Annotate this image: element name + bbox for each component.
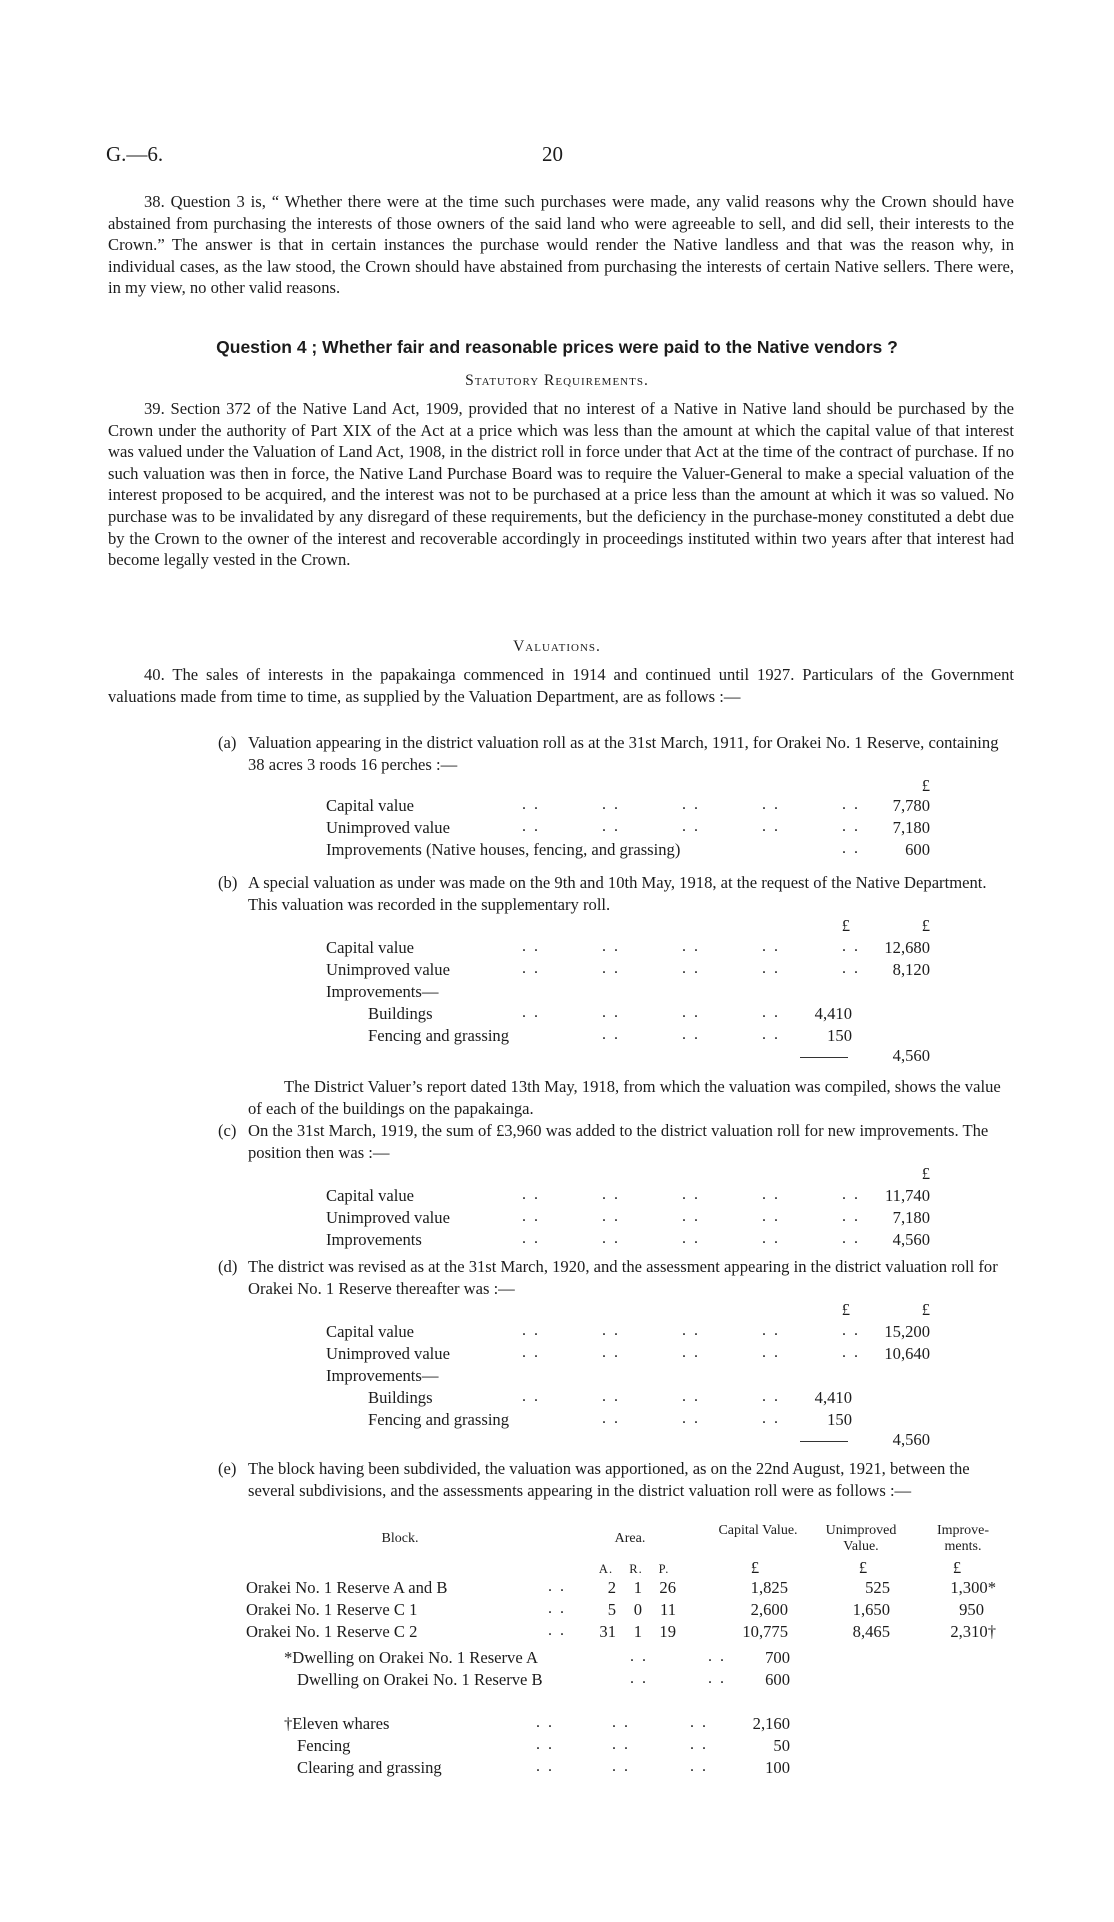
- section-d-pound-header: £: [921, 1300, 930, 1319]
- section-d-capital-label: Capital value: [326, 1322, 415, 1341]
- section-b-capital-value: 12,680: [884, 938, 930, 957]
- leader-dots: . .: [682, 1186, 700, 1203]
- section-a-label: (a): [218, 733, 237, 752]
- leader-dots: . .: [682, 1322, 700, 1339]
- leader-dots: . .: [602, 1410, 620, 1427]
- leader-dots: . .: [682, 1208, 700, 1225]
- leader-dots: . .: [602, 1026, 620, 1043]
- leader-dots: . .: [522, 1344, 540, 1361]
- leader-dots: . .: [522, 960, 540, 977]
- leader-dots: . .: [536, 1714, 554, 1731]
- leader-dots: . .: [842, 960, 860, 977]
- paragraph-40: 40. The sales of interests in the papakainga commenced in 1914 and continued until 1927. Particulars of the Government valuations made from time to time, as supplied by the Valuation Department, are as follows :—: [108, 665, 1014, 706]
- leader-dots: . .: [762, 1388, 780, 1405]
- paragraph-40-block: [108, 664, 1014, 707]
- paragraph-39: 39. Section 372 of the Native Land Act, 1909, provided that no interest of a Native in Native land should be purchased by the Crown under the authority of Part XIX of the Act at a price which was less than the amount at which the capital value of that interest was valued under the Valuation of Land Act, 1908, in the district roll in force under that Act at the time of the contract of purchase. If no such valuation was then in force, the Native Land Purchase Board was to require the Valuer-General to make a special valuation of the interest proposed to be acquired, and the interest was not to be purchased at a price less than the amount at which it was so valued. No purchase was to be invalidated by any disregard of these requirements, but the deficiency in the purchase-money constituted a debt due by the Crown to the owner of the interest and recoverable accordingly in proceedings instituted within two years after that interest had become legally vested in the Crown.: [108, 399, 1014, 570]
- leader-dots: . .: [602, 1388, 620, 1405]
- section-b-unimproved-label: Unimproved value: [326, 960, 450, 979]
- section-c-improvements-label: Improvements: [326, 1230, 422, 1249]
- leader-dots: . .: [682, 796, 700, 813]
- table-row-capital: 10,775: [742, 1622, 788, 1641]
- leader-dots: . .: [548, 1622, 566, 1639]
- section-b-unimproved-value: 8,120: [892, 960, 930, 979]
- column-unit-perches: P.: [658, 1562, 670, 1576]
- leader-dots: . .: [682, 1388, 700, 1405]
- section-d-improvements-label: Improvements—: [326, 1366, 439, 1385]
- section-d-buildings-label: Buildings: [368, 1388, 433, 1407]
- column-unit-roods: R.: [629, 1562, 643, 1576]
- leader-dots: . .: [842, 818, 860, 835]
- section-d-improvements-total: 4,560: [892, 1430, 930, 1449]
- leader-dots: . .: [708, 1670, 726, 1687]
- section-b-buildings-label: Buildings: [368, 1004, 433, 1023]
- leader-dots: . .: [522, 1388, 540, 1405]
- table-row-unimproved: 1,650: [852, 1600, 890, 1619]
- leader-dots: . .: [630, 1648, 648, 1665]
- leader-dots: . .: [612, 1736, 630, 1753]
- section-d-fencing-label: Fencing and grassing: [368, 1410, 510, 1429]
- footnote-dagger-value: 2,160: [752, 1714, 790, 1733]
- leader-dots: . .: [522, 818, 540, 835]
- leader-dots: . .: [690, 1736, 708, 1753]
- section-b-note: The District Valuer’s report dated 13th May, 1918, from which the valuation was compiled, shows the value of each of the buildings on the papakainga.: [248, 1077, 1001, 1118]
- table-row-perches: 26: [659, 1578, 676, 1597]
- leader-dots: . .: [842, 1186, 860, 1203]
- page-number: 20: [542, 142, 563, 166]
- document-reference: G.—6.: [106, 142, 164, 166]
- leader-dots: . .: [762, 1410, 780, 1427]
- unimproved-pound-header: £: [858, 1558, 868, 1577]
- leader-dots: . .: [602, 1230, 620, 1247]
- leader-dots: . .: [708, 1648, 726, 1665]
- leader-dots: . .: [602, 938, 620, 955]
- column-unit-acres: A.: [598, 1562, 614, 1576]
- column-header-capital-value: Capital Value.: [718, 1523, 798, 1538]
- section-a-improvements-label: Improvements (Native houses, fencing, and grassing): [326, 840, 681, 859]
- leader-dots: . .: [522, 1208, 540, 1225]
- footnote-dagger-label: †Eleven whares: [284, 1714, 390, 1733]
- section-d-body: The district was revised as at the 31st March, 1920, and the assessment appearing in the district valuation roll for Orakei No. 1 Reserve thereafter was :—: [248, 1257, 998, 1298]
- question-4-heading: Question 4 ; Whether fair and reasonable prices were paid to the Native vendors ?: [216, 337, 898, 357]
- leader-dots: . .: [762, 1344, 780, 1361]
- section-d-unimproved-label: Unimproved value: [326, 1344, 450, 1363]
- table-row-block: Orakei No. 1 Reserve C 1: [246, 1600, 418, 1619]
- section-d-pound-header: £: [841, 1300, 850, 1319]
- section-b-label: (b): [218, 873, 238, 892]
- footnote-star-label: *Dwelling on Orakei No. 1 Reserve A: [284, 1648, 538, 1667]
- table-row-acres: 31: [599, 1622, 616, 1641]
- leader-dots: . .: [522, 1322, 540, 1339]
- leader-dots: . .: [522, 1004, 540, 1021]
- leader-dots: . .: [842, 840, 860, 857]
- table-row-perches: 19: [659, 1622, 676, 1641]
- section-b-fencing-label: Fencing and grassing: [368, 1026, 510, 1045]
- leader-dots: . .: [602, 1344, 620, 1361]
- paragraph-38: 38. Question 3 is, “ Whether there were at the time such purchases were made, any valid reasons why the Crown should have abstained from purchasing the interests of those owners of the said land who were agreeable to sell, and did sell, their interests to the Crown.” The answer is that in certain instances the purchase would render the Native landless and that was the reason why, in individual cases, as the law stood, the Crown should have abstained from purchasing the interests of certain Native sellers. There were, in my view, no other valid reasons.: [108, 192, 1014, 298]
- section-d-fencing-value: 150: [827, 1410, 852, 1429]
- leader-dots: . .: [548, 1600, 566, 1617]
- table-row-roods: 0: [633, 1600, 642, 1619]
- sum-rule: [800, 1441, 848, 1442]
- table-row-unimproved: 8,465: [852, 1622, 890, 1641]
- leader-dots: . .: [762, 796, 780, 813]
- leader-dots: . .: [602, 960, 620, 977]
- section-d-label: (d): [218, 1257, 238, 1276]
- table-row-block: Orakei No. 1 Reserve C 2: [246, 1622, 418, 1641]
- column-header-block: Block.: [381, 1531, 419, 1546]
- leader-dots: . .: [842, 938, 860, 955]
- table-row-improvements: 2,310†: [950, 1622, 996, 1641]
- footnote-dagger-label: Fencing: [297, 1736, 351, 1755]
- section-e-label: (e): [218, 1459, 237, 1478]
- leader-dots: . .: [682, 1410, 700, 1427]
- leader-dots: . .: [682, 818, 700, 835]
- section-b-pound-header: £: [841, 916, 850, 935]
- leader-dots: . .: [522, 796, 540, 813]
- leader-dots: . .: [612, 1714, 630, 1731]
- section-d-unimproved-value: 10,640: [884, 1344, 930, 1363]
- table-row-improvements: 1,300*: [950, 1578, 996, 1597]
- leader-dots: . .: [602, 1208, 620, 1225]
- table-row-perches: 11: [660, 1600, 676, 1619]
- leader-dots: . .: [762, 1004, 780, 1021]
- section-c-improvements-value: 4,560: [892, 1230, 930, 1249]
- leader-dots: . .: [602, 1322, 620, 1339]
- leader-dots: . .: [602, 818, 620, 835]
- table-row-block: Orakei No. 1 Reserve A and B: [246, 1578, 448, 1597]
- paragraph-38-block: [108, 191, 1014, 299]
- leader-dots: . .: [762, 1230, 780, 1247]
- column-header-area: Area.: [614, 1531, 646, 1546]
- table-row-capital: 1,825: [750, 1578, 788, 1597]
- footnote-dagger-value: 100: [765, 1758, 790, 1777]
- section-d-buildings-value: 4,410: [814, 1388, 852, 1407]
- leader-dots: . .: [762, 1026, 780, 1043]
- section-a-unimproved-label: Unimproved value: [326, 818, 450, 837]
- table-row-improvements: 950: [959, 1600, 984, 1619]
- section-b-buildings-value: 4,410: [814, 1004, 852, 1023]
- leader-dots: . .: [690, 1714, 708, 1731]
- leader-dots: . .: [602, 1004, 620, 1021]
- statutory-requirements-heading: Statutory Requirements.: [465, 372, 649, 389]
- footnote-star-value: 700: [765, 1648, 790, 1667]
- section-d-text: [218, 1256, 1008, 1299]
- section-a-improvements-value: 600: [905, 840, 930, 859]
- section-b-text: [218, 872, 1008, 915]
- section-c-unimproved-label: Unimproved value: [326, 1208, 450, 1227]
- leader-dots: . .: [682, 938, 700, 955]
- table-row-roods: 1: [633, 1578, 642, 1597]
- leader-dots: . .: [682, 1344, 700, 1361]
- leader-dots: . .: [682, 960, 700, 977]
- footnote-dagger-label: Clearing and grassing: [297, 1758, 442, 1777]
- table-row-acres: 5: [607, 1600, 616, 1619]
- section-c-label: (c): [218, 1121, 237, 1140]
- section-b-capital-label: Capital value: [326, 938, 415, 957]
- section-b-body: A special valuation as under was made on the 9th and 10th May, 1918, at the request of the Native Department. This valuation was recorded in the supplementary roll.: [248, 873, 987, 914]
- leader-dots: . .: [682, 1230, 700, 1247]
- leader-dots: . .: [630, 1670, 648, 1687]
- paragraph-39-block: [108, 398, 1014, 571]
- leader-dots: . .: [548, 1578, 566, 1595]
- leader-dots: . .: [612, 1758, 630, 1775]
- leader-dots: . .: [602, 796, 620, 813]
- leader-dots: . .: [842, 796, 860, 813]
- leader-dots: . .: [842, 1322, 860, 1339]
- section-b-pound-header: £: [921, 916, 930, 935]
- section-b-fencing-value: 150: [827, 1026, 852, 1045]
- leader-dots: . .: [522, 1186, 540, 1203]
- valuations-heading: Valuations.: [513, 638, 601, 655]
- section-c-body: On the 31st March, 1919, the sum of £3,960 was added to the district valuation roll for new improvements. The position then was :—: [248, 1121, 989, 1162]
- column-header-improvements: Improve-ments.: [936, 1523, 990, 1554]
- improvements-pound-header: £: [952, 1558, 962, 1577]
- section-d-capital-value: 15,200: [884, 1322, 930, 1341]
- leader-dots: . .: [842, 1230, 860, 1247]
- section-c-pound-header: £: [921, 1164, 930, 1183]
- table-row-unimproved: 525: [865, 1578, 890, 1597]
- leader-dots: . .: [762, 818, 780, 835]
- capital-pound-header: £: [750, 1558, 760, 1577]
- section-b-improvements-label: Improvements—: [326, 982, 439, 1001]
- section-a-capital-value: 7,780: [892, 796, 930, 815]
- footnote-star-label: Dwelling on Orakei No. 1 Reserve B: [297, 1670, 543, 1689]
- section-e-body: The block having been subdivided, the valuation was apportioned, as on the 22nd August, 1921, between the several subdivisions, and the assessments appearing in the district valuation roll were as follows :—: [248, 1459, 970, 1500]
- section-a-unimproved-value: 7,180: [892, 818, 930, 837]
- section-a-text: [218, 732, 1008, 775]
- leader-dots: . .: [602, 1186, 620, 1203]
- leader-dots: . .: [762, 1322, 780, 1339]
- leader-dots: . .: [522, 938, 540, 955]
- table-row-capital: 2,600: [750, 1600, 788, 1619]
- leader-dots: . .: [842, 1208, 860, 1225]
- leader-dots: . .: [682, 1026, 700, 1043]
- section-b-improvements-total: 4,560: [892, 1046, 930, 1065]
- section-c-unimproved-value: 7,180: [892, 1208, 930, 1227]
- table-row-acres: 2: [607, 1578, 616, 1597]
- table-row-roods: 1: [633, 1622, 642, 1641]
- leader-dots: . .: [522, 1230, 540, 1247]
- section-a-capital-label: Capital value: [326, 796, 415, 815]
- sum-rule: [800, 1057, 848, 1058]
- leader-dots: . .: [762, 1186, 780, 1203]
- leader-dots: . .: [536, 1758, 554, 1775]
- leader-dots: . .: [536, 1736, 554, 1753]
- leader-dots: . .: [842, 1344, 860, 1361]
- section-c-capital-label: Capital value: [326, 1186, 415, 1205]
- leader-dots: . .: [682, 1004, 700, 1021]
- section-c-capital-value: 11,740: [884, 1186, 930, 1205]
- section-c-text: [218, 1120, 1008, 1163]
- footnote-star-value: 600: [765, 1670, 790, 1689]
- footnote-dagger-value: 50: [773, 1736, 790, 1755]
- leader-dots: . .: [762, 960, 780, 977]
- column-header-unimproved-value: Unimproved Value.: [825, 1523, 897, 1554]
- leader-dots: . .: [690, 1758, 708, 1775]
- section-e-text: [218, 1458, 1008, 1501]
- section-a-body: Valuation appearing in the district valuation roll as at the 31st March, 1911, for Orakei No. 1 Reserve, containing 38 acres 3 roods 16 perches :—: [248, 733, 999, 774]
- leader-dots: . .: [762, 1208, 780, 1225]
- leader-dots: . .: [762, 938, 780, 955]
- section-a-pound-header: £: [921, 776, 930, 795]
